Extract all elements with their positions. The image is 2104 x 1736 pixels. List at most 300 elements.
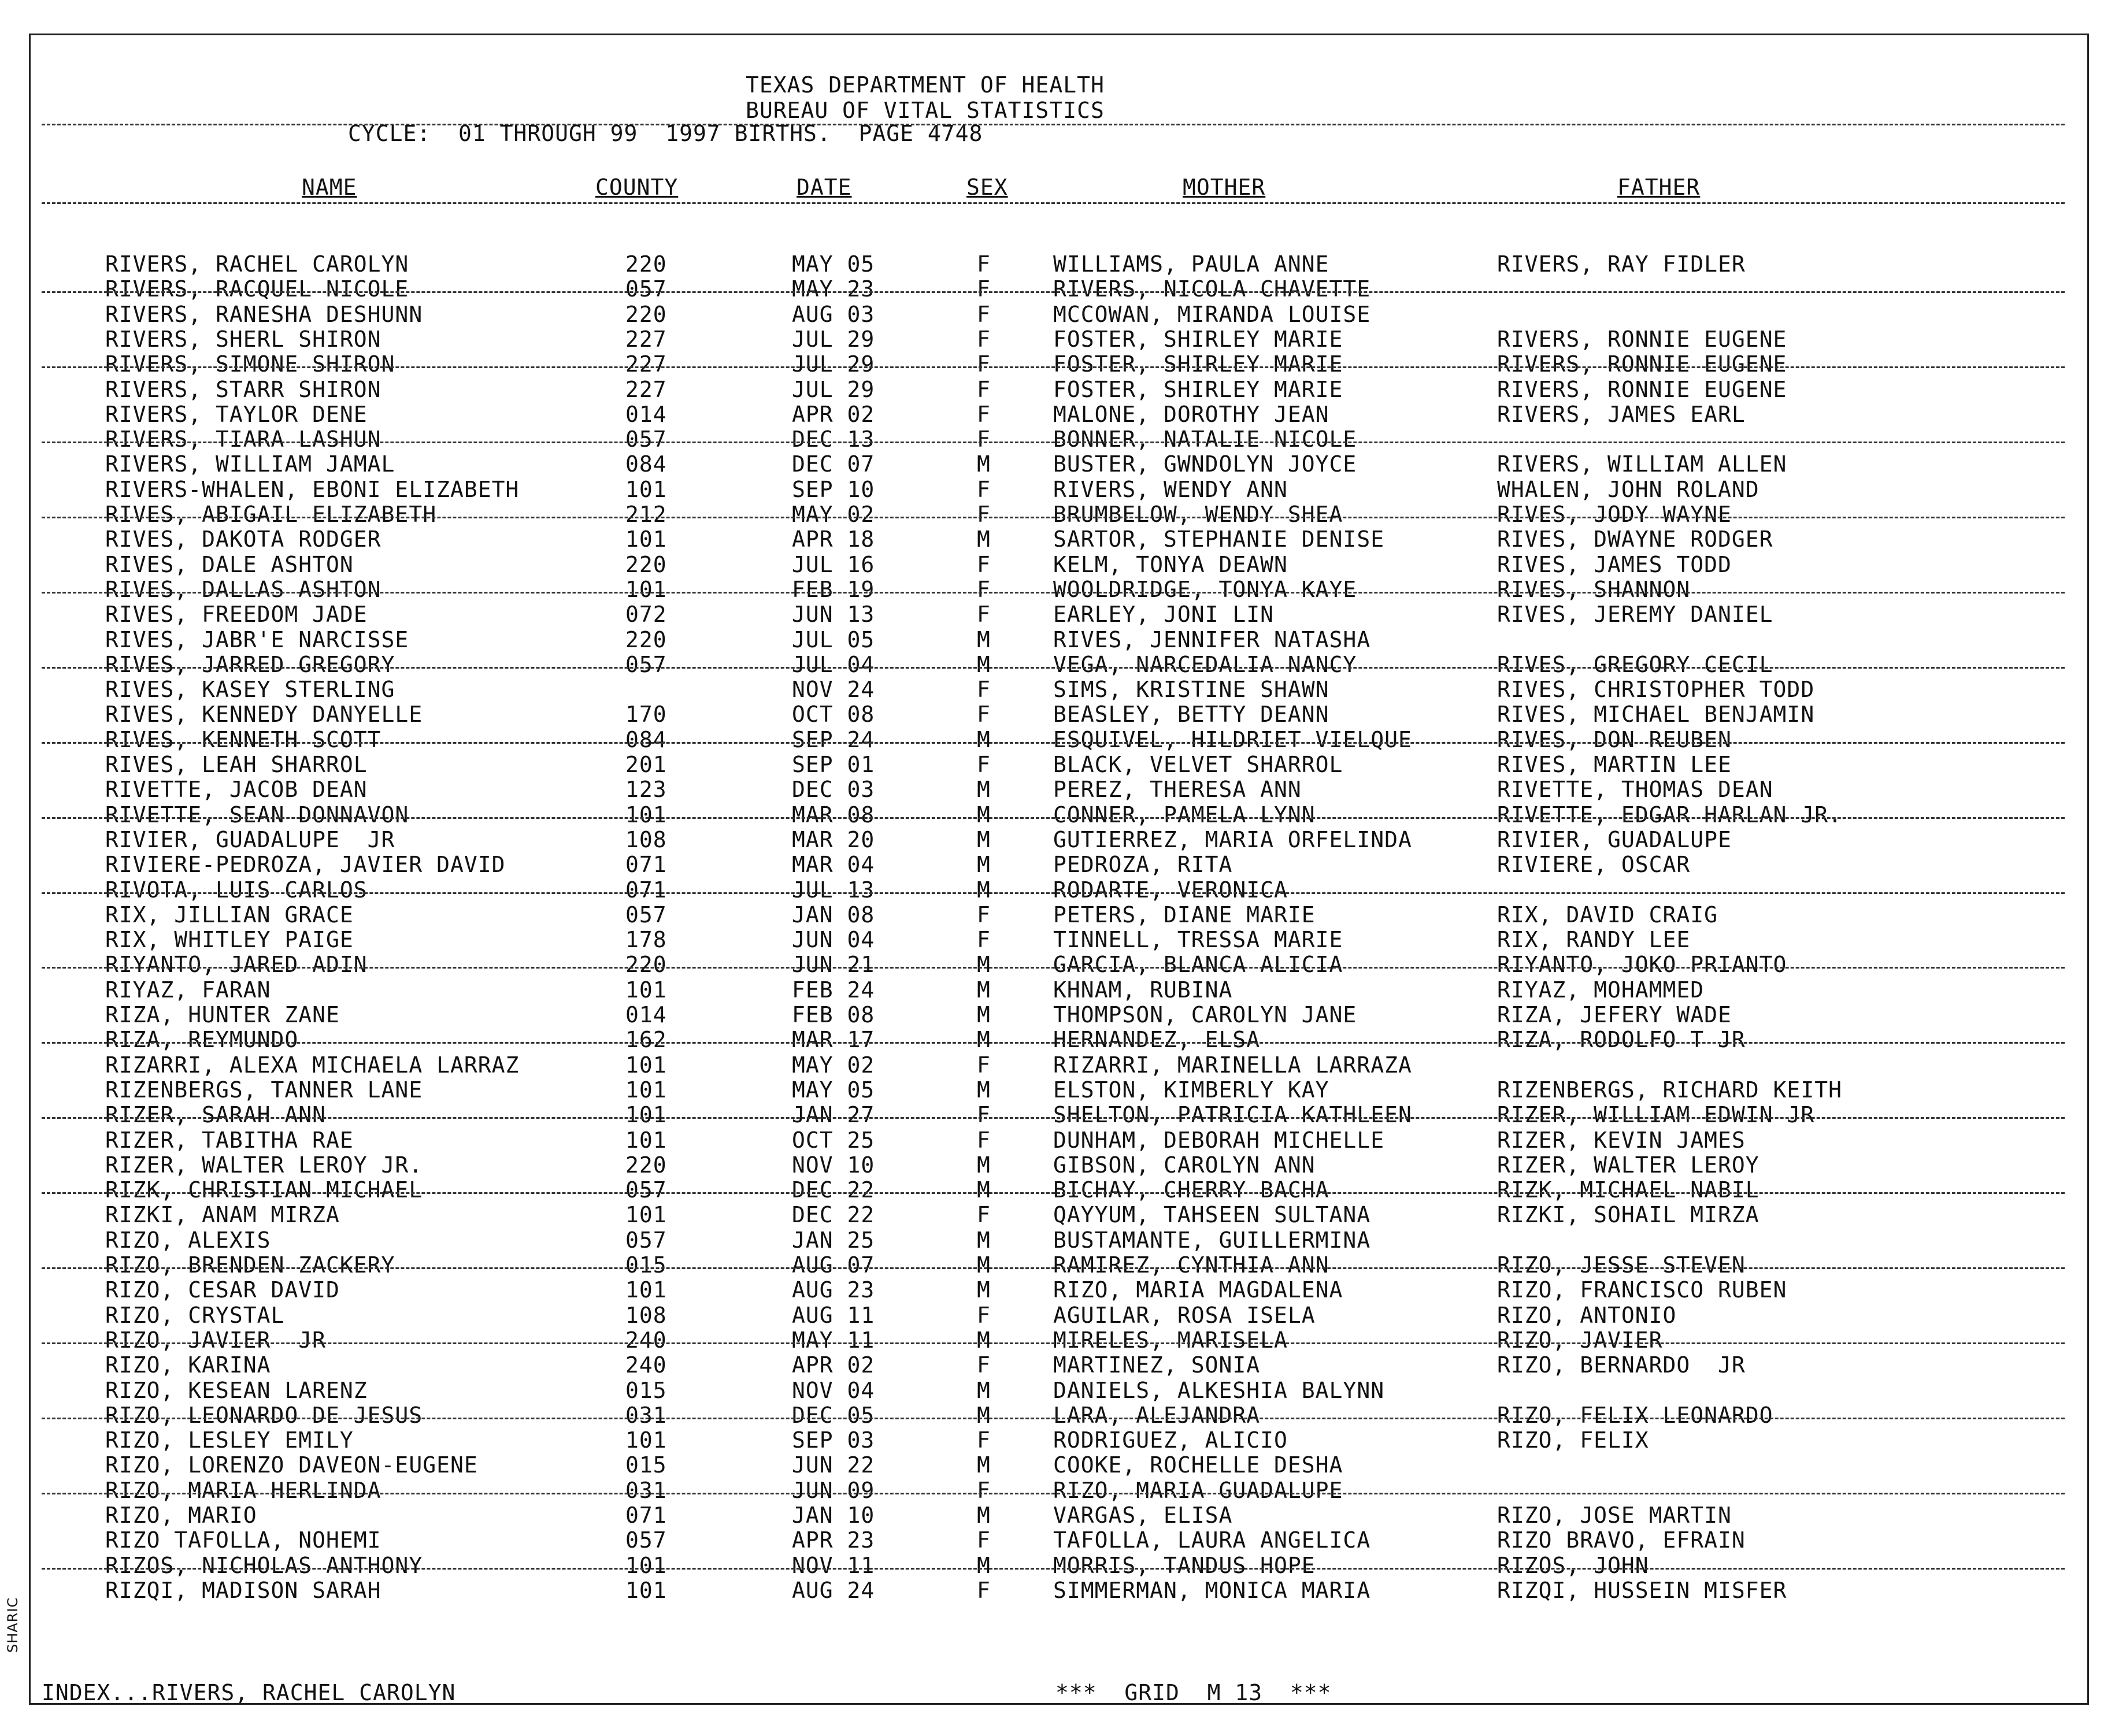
row-separator <box>42 442 2065 443</box>
side-label: SHARIC <box>5 1597 21 1653</box>
cell-county: 101 <box>625 977 667 1003</box>
row-separator <box>42 366 2065 368</box>
cell-county: 220 <box>625 952 667 978</box>
cell-mother: BUSTAMANTE, GUILLERMINA <box>1053 1227 1371 1253</box>
table-row <box>0 1478 2104 1503</box>
table-row <box>0 1278 2104 1303</box>
cell-sex: F <box>977 677 991 703</box>
row-separator <box>42 1418 2065 1419</box>
cell-date: JUN 09 <box>792 1477 875 1503</box>
cell-date: OCT 08 <box>792 702 875 728</box>
cell-name: RIVIERE-PEDROZA, JAVIER DAVID <box>105 852 506 878</box>
cell-sex: M <box>977 1252 991 1278</box>
cell-mother: ESQUIVEL, HILDRIET VIELQUE <box>1053 726 1412 752</box>
cell-father: RIVES, JEREMY DANIEL <box>1497 602 1773 628</box>
cell-county: 015 <box>625 1452 667 1478</box>
cell-father: RIZO, JOSE MARTIN <box>1497 1503 1732 1528</box>
cell-county: 057 <box>625 1177 667 1203</box>
row-separator <box>42 1493 2065 1494</box>
cell-name: RIZER, TABITHA RAE <box>105 1127 354 1153</box>
cell-county: 057 <box>625 651 667 677</box>
cell-county: 071 <box>625 852 667 878</box>
cell-date: AUG 07 <box>792 1252 875 1278</box>
cell-date: AUG 23 <box>792 1277 875 1303</box>
cell-name: RIZO, CRYSTAL <box>105 1302 285 1328</box>
cell-date: JUL 16 <box>792 551 875 577</box>
cell-county: 240 <box>625 1352 667 1378</box>
cell-name: RIZA, HUNTER ZANE <box>105 1002 340 1027</box>
cell-father: RIVETTE, THOMAS DEAN <box>1497 777 1773 803</box>
table-row <box>0 952 2104 977</box>
cell-county: 178 <box>625 927 667 953</box>
cell-county: 084 <box>625 726 667 752</box>
table-row <box>0 502 2104 527</box>
cell-name: RIZO, BRENDEN ZACKERY <box>105 1252 395 1278</box>
cell-county: 084 <box>625 451 667 477</box>
cell-mother: WILLIAMS, PAULA ANNE <box>1053 251 1329 277</box>
table-row <box>0 427 2104 452</box>
cell-father: RIVETTE, EDGAR HARLAN JR. <box>1497 802 1842 828</box>
cell-date: MAR 17 <box>792 1027 875 1053</box>
cell-name: RIZO, CESAR DAVID <box>105 1277 340 1303</box>
cell-name: RIZK, CHRISTIAN MICHAEL <box>105 1177 423 1203</box>
cell-name: RIVERS, RANESHA DESHUNN <box>105 301 423 327</box>
cell-sex: M <box>977 1503 991 1528</box>
cell-sex: F <box>977 351 991 377</box>
cell-date: JUL 13 <box>792 877 875 903</box>
cell-county: 220 <box>625 551 667 577</box>
col-name: NAME <box>302 175 357 200</box>
cell-father: RIVES, SHANNON <box>1497 576 1691 602</box>
cell-date: AUG 11 <box>792 1302 875 1328</box>
cell-sex: F <box>977 276 991 302</box>
cell-county: 101 <box>625 1052 667 1078</box>
cell-father: RIZER, WILLIAM EDWIN JR <box>1497 1102 1815 1128</box>
cell-mother: MORRIS, TANDUS HOPE <box>1053 1552 1316 1578</box>
cell-father: RIVERS, RONNIE EUGENE <box>1497 376 1787 402</box>
cell-father: RIVERS, RONNIE EUGENE <box>1497 351 1787 377</box>
row-separator <box>42 967 2065 969</box>
cell-name: RIVES, JABR'E NARCISSE <box>105 626 409 652</box>
cell-county: 101 <box>625 802 667 828</box>
table-row <box>0 878 2104 903</box>
cell-father: RIYANTO, JOKO PRIANTO <box>1497 952 1787 978</box>
cell-name: RIVES, DALE ASHTON <box>105 551 354 577</box>
table-row <box>0 702 2104 727</box>
cell-sex: M <box>977 1452 991 1478</box>
cell-sex: M <box>977 626 991 652</box>
cell-name: RIX, WHITLEY PAIGE <box>105 927 354 953</box>
table-row <box>0 1128 2104 1153</box>
cell-date: MAY 05 <box>792 251 875 277</box>
cell-mother: BONNER, NATALIE NICOLE <box>1053 426 1357 452</box>
cell-father: RIVERS, RONNIE EUGENE <box>1497 326 1787 352</box>
cell-father: RIZO, FRANCISCO RUBEN <box>1497 1277 1787 1303</box>
cell-mother: ELSTON, KIMBERLY KAY <box>1053 1077 1329 1103</box>
cell-date: NOV 04 <box>792 1377 875 1403</box>
table-row <box>0 477 2104 502</box>
cell-county: 101 <box>625 1427 667 1453</box>
cell-date: MAY 05 <box>792 1077 875 1103</box>
cell-mother: DANIELS, ALKESHIA BALYNN <box>1053 1377 1385 1403</box>
cell-county: 057 <box>625 426 667 452</box>
cell-name: RIYAZ, FARAN <box>105 977 271 1003</box>
cell-mother: PEREZ, THERESA ANN <box>1053 777 1302 803</box>
agency-title: TEXAS DEPARTMENT OF HEALTH <box>746 72 1105 98</box>
cell-name: RIVERS, WILLIAM JAMAL <box>105 451 395 477</box>
cell-sex: M <box>977 1027 991 1053</box>
table-row <box>0 903 2104 928</box>
cell-name: RIZENBERGS, TANNER LANE <box>105 1077 423 1103</box>
header-rule <box>42 124 2065 125</box>
cell-date: MAR 20 <box>792 826 875 852</box>
cell-father: RIZOS, JOHN <box>1497 1552 1649 1578</box>
cell-father: RIVES, JAMES TODD <box>1497 551 1732 577</box>
cell-mother: TAFOLLA, LAURA ANGELICA <box>1053 1527 1371 1553</box>
cell-name: RIZO, MARIA HERLINDA <box>105 1477 381 1503</box>
cell-father: RIVES, MICHAEL BENJAMIN <box>1497 702 1815 728</box>
cell-sex: M <box>977 877 991 903</box>
cell-mother: GIBSON, CAROLYN ANN <box>1053 1152 1316 1178</box>
cell-date: MAY 02 <box>792 1052 875 1078</box>
cell-date: SEP 10 <box>792 476 875 502</box>
cell-mother: RIZARRI, MARINELLA LARRAZA <box>1053 1052 1412 1078</box>
cell-name: RIVES, JARRED GREGORY <box>105 651 395 677</box>
cell-sex: M <box>977 1077 991 1103</box>
cell-name: RIZA, REYMUNDO <box>105 1027 299 1053</box>
cell-date: NOV 11 <box>792 1552 875 1578</box>
cell-county: 101 <box>625 476 667 502</box>
cell-sex: F <box>977 752 991 777</box>
cell-county: 108 <box>625 826 667 852</box>
col-county: COUNTY <box>595 175 679 200</box>
cell-name: RIVERS, TAYLOR DENE <box>105 401 368 427</box>
cell-county: 071 <box>625 1503 667 1528</box>
table-row <box>0 1403 2104 1428</box>
cell-county: 015 <box>625 1377 667 1403</box>
table-row <box>0 402 2104 427</box>
row-separator <box>42 592 2065 593</box>
cell-sex: F <box>977 927 991 953</box>
cell-date: DEC 03 <box>792 777 875 803</box>
cell-name: RIVES, DALLAS ASHTON <box>105 576 381 602</box>
cell-date: JUL 05 <box>792 626 875 652</box>
cell-mother: SARTOR, STEPHANIE DENISE <box>1053 526 1385 552</box>
cell-name: RIZO TAFOLLA, NOHEMI <box>105 1527 381 1553</box>
cell-name: RIVES, DAKOTA RODGER <box>105 526 381 552</box>
cell-date: JUN 22 <box>792 1452 875 1478</box>
cell-date: AUG 03 <box>792 301 875 327</box>
cell-sex: M <box>977 526 991 552</box>
cell-county: 220 <box>625 301 667 327</box>
col-mother: MOTHER <box>1183 175 1266 200</box>
cell-name: RIZO, LORENZO DAVEON-EUGENE <box>105 1452 478 1478</box>
cell-sex: M <box>977 952 991 978</box>
cell-name: RIVES, FREEDOM JADE <box>105 602 368 628</box>
cell-county: 108 <box>625 1302 667 1328</box>
cell-sex: F <box>977 376 991 402</box>
table-row <box>0 1078 2104 1103</box>
table-row <box>0 777 2104 802</box>
cell-mother: TINNELL, TRESSA MARIE <box>1053 927 1343 953</box>
cell-date: APR 02 <box>792 401 875 427</box>
row-separator <box>42 817 2065 819</box>
cell-sex: F <box>977 326 991 352</box>
cell-sex: F <box>977 576 991 602</box>
cell-name: RIVERS-WHALEN, EBONI ELIZABETH <box>105 476 520 502</box>
table-row <box>0 1578 2104 1603</box>
table-row <box>0 1453 2104 1478</box>
table-row <box>0 577 2104 602</box>
table-row <box>0 1103 2104 1127</box>
cell-name: RIZO, JAVIER JR <box>105 1327 327 1353</box>
cell-father: RIZO, FELIX <box>1497 1427 1649 1453</box>
cell-name: RIZKI, ANAM MIRZA <box>105 1202 340 1228</box>
cell-sex: M <box>977 1177 991 1203</box>
cell-sex: M <box>977 826 991 852</box>
cell-father: RIZO, FELIX LEONARDO <box>1497 1402 1773 1428</box>
cell-date: JUN 13 <box>792 602 875 628</box>
cell-sex: M <box>977 1552 991 1578</box>
cell-name: RIX, JILLIAN GRACE <box>105 902 354 928</box>
cell-sex: F <box>977 502 991 527</box>
cell-name: RIVES, KENNEDY DANYELLE <box>105 702 423 728</box>
cell-sex: M <box>977 977 991 1003</box>
cell-mother: COOKE, ROCHELLE DESHA <box>1053 1452 1343 1478</box>
cell-county: 220 <box>625 626 667 652</box>
table-row <box>0 1328 2104 1353</box>
cell-county: 101 <box>625 1277 667 1303</box>
cell-father: RIVES, DON REUBEN <box>1497 726 1732 752</box>
cell-date: JAN 25 <box>792 1227 875 1253</box>
cell-name: RIVERS, RACHEL CAROLYN <box>105 251 409 277</box>
row-separator <box>42 517 2065 518</box>
cell-father: RIVIERE, OSCAR <box>1497 852 1691 878</box>
cell-date: JUL 29 <box>792 376 875 402</box>
cell-sex: F <box>977 1052 991 1078</box>
cell-county: 101 <box>625 1102 667 1128</box>
cell-sex: F <box>977 301 991 327</box>
cell-county: 240 <box>625 1327 667 1353</box>
cell-name: RIZQI, MADISON SARAH <box>105 1577 381 1603</box>
cell-mother: WOOLDRIDGE, TONYA KAYE <box>1053 576 1357 602</box>
cell-mother: RIVERS, NICOLA CHAVETTE <box>1053 276 1371 302</box>
cell-father: RIX, DAVID CRAIG <box>1497 902 1718 928</box>
cell-county: 212 <box>625 502 667 527</box>
table-row <box>0 1553 2104 1578</box>
cell-county: 057 <box>625 902 667 928</box>
cell-father: RIVES, JODY WAYNE <box>1497 502 1732 527</box>
cell-name: RIVERS, TIARA LASHUN <box>105 426 381 452</box>
cell-mother: AGUILAR, ROSA ISELA <box>1053 1302 1316 1328</box>
cell-date: DEC 13 <box>792 426 875 452</box>
table-row <box>0 252 2104 277</box>
cell-date: APR 02 <box>792 1352 875 1378</box>
cell-date: NOV 10 <box>792 1152 875 1178</box>
table-row <box>0 1228 2104 1253</box>
cell-date: APR 23 <box>792 1527 875 1553</box>
cell-father: RIVES, DWAYNE RODGER <box>1497 526 1773 552</box>
cell-county: 162 <box>625 1027 667 1053</box>
cell-sex: M <box>977 1152 991 1178</box>
cell-sex: M <box>977 1227 991 1253</box>
cell-sex: F <box>977 401 991 427</box>
row-separator <box>42 1568 2065 1570</box>
cell-mother: PEDROZA, RITA <box>1053 852 1233 878</box>
row-separator <box>42 667 2065 669</box>
cell-mother: RODARTE, VERONICA <box>1053 877 1288 903</box>
cell-sex: M <box>977 1327 991 1353</box>
table-row <box>0 928 2104 952</box>
cell-mother: QAYYUM, TAHSEEN SULTANA <box>1053 1202 1371 1228</box>
cell-sex: F <box>977 902 991 928</box>
cell-county: 101 <box>625 1127 667 1153</box>
table-row <box>0 1153 2104 1178</box>
cell-county: 015 <box>625 1252 667 1278</box>
table-row <box>0 652 2104 677</box>
cell-date: OCT 25 <box>792 1127 875 1153</box>
cell-date: DEC 07 <box>792 451 875 477</box>
cell-mother: MARTINEZ, SONIA <box>1053 1352 1261 1378</box>
table-row <box>0 1253 2104 1278</box>
row-separator <box>42 1192 2065 1194</box>
cell-mother: FOSTER, SHIRLEY MARIE <box>1053 326 1343 352</box>
cell-father: RIZENBERGS, RICHARD KEITH <box>1497 1077 1842 1103</box>
cell-date: JUL 29 <box>792 351 875 377</box>
table-row <box>0 1303 2104 1328</box>
cell-mother: GARCIA, BLANCA ALICIA <box>1053 952 1343 978</box>
cell-date: FEB 08 <box>792 1002 875 1027</box>
cell-date: MAY 02 <box>792 502 875 527</box>
cell-county: 220 <box>625 1152 667 1178</box>
cell-name: RIZO, MARIO <box>105 1503 257 1528</box>
cell-date: JAN 27 <box>792 1102 875 1128</box>
cell-mother: SHELTON, PATRICIA KATHLEEN <box>1053 1102 1412 1128</box>
cell-father: RIVERS, RAY FIDLER <box>1497 251 1746 277</box>
table-row <box>0 852 2104 877</box>
cell-name: RIVES, KASEY STERLING <box>105 677 395 703</box>
cell-name: RIVES, KENNETH SCOTT <box>105 726 381 752</box>
cell-date: JUL 04 <box>792 651 875 677</box>
table-row <box>0 377 2104 402</box>
cell-father: RIZA, JEFERY WADE <box>1497 1002 1732 1027</box>
cell-county: 071 <box>625 877 667 903</box>
cell-county: 057 <box>625 276 667 302</box>
cell-name: RIZO, ALEXIS <box>105 1227 271 1253</box>
cell-county: 031 <box>625 1402 667 1428</box>
cell-date: APR 18 <box>792 526 875 552</box>
cell-date: MAY 11 <box>792 1327 875 1353</box>
cell-name: RIZO, LESLEY EMILY <box>105 1427 354 1453</box>
cell-mother: FOSTER, SHIRLEY MARIE <box>1053 351 1343 377</box>
cell-mother: RIZO, MARIA MAGDALENA <box>1053 1277 1343 1303</box>
cell-father: RIVES, MARTIN LEE <box>1497 752 1732 777</box>
cell-sex: F <box>977 251 991 277</box>
cell-sex: M <box>977 651 991 677</box>
cell-county: 031 <box>625 1477 667 1503</box>
table-row <box>0 1003 2104 1027</box>
cell-name: RIZOS, NICHOLAS ANTHONY <box>105 1552 423 1578</box>
cell-father: RIVES, CHRISTOPHER TODD <box>1497 677 1815 703</box>
cell-date: FEB 19 <box>792 576 875 602</box>
cell-father: RIZKI, SOHAIL MIRZA <box>1497 1202 1759 1228</box>
cell-father: RIZO, BERNARDO JR <box>1497 1352 1746 1378</box>
cell-sex: F <box>977 702 991 728</box>
row-separator <box>42 742 2065 744</box>
cell-date: SEP 03 <box>792 1427 875 1453</box>
cell-mother: LARA, ALEJANDRA <box>1053 1402 1261 1428</box>
cell-name: RIVERS, RACQUEL NICOLE <box>105 276 409 302</box>
cell-father: RIX, RANDY LEE <box>1497 927 1691 953</box>
cell-father: RIYAZ, MOHAMMED <box>1497 977 1705 1003</box>
cell-date: MAR 04 <box>792 852 875 878</box>
table-row <box>0 752 2104 777</box>
cell-father: RIZO, ANTONIO <box>1497 1302 1677 1328</box>
cell-date: JAN 10 <box>792 1503 875 1528</box>
cell-county: 014 <box>625 1002 667 1027</box>
cell-date: JUL 29 <box>792 326 875 352</box>
table-row <box>0 452 2104 477</box>
table-row <box>0 1428 2104 1453</box>
cell-county: 101 <box>625 526 667 552</box>
column-rule <box>42 202 2065 204</box>
cell-county: 101 <box>625 1202 667 1228</box>
cell-sex: F <box>977 1127 991 1153</box>
cell-date: DEC 22 <box>792 1177 875 1203</box>
cell-date: DEC 22 <box>792 1202 875 1228</box>
cell-county: 220 <box>625 251 667 277</box>
cell-father: WHALEN, JOHN ROLAND <box>1497 476 1759 502</box>
cell-county: 170 <box>625 702 667 728</box>
table-row <box>0 1027 2104 1052</box>
cell-mother: BLACK, VELVET SHARROL <box>1053 752 1343 777</box>
table-row <box>0 1053 2104 1078</box>
cell-sex: F <box>977 1302 991 1328</box>
cell-mother: RIVES, JENNIFER NATASHA <box>1053 626 1371 652</box>
cell-mother: MCCOWAN, MIRANDA LOUISE <box>1053 301 1371 327</box>
footer-index: INDEX...RIVERS, RACHEL CAROLYN <box>42 1680 456 1705</box>
cell-date: AUG 24 <box>792 1577 875 1603</box>
cell-county: 057 <box>625 1527 667 1553</box>
cell-father: RIVIER, GUADALUPE <box>1497 826 1732 852</box>
cell-mother: THOMPSON, CAROLYN JANE <box>1053 1002 1357 1027</box>
cell-date: MAY 23 <box>792 276 875 302</box>
table-row <box>0 1203 2104 1227</box>
table-row <box>0 828 2104 852</box>
cell-mother: PETERS, DIANE MARIE <box>1053 902 1316 928</box>
cell-sex: F <box>977 476 991 502</box>
cell-mother: VARGAS, ELISA <box>1053 1503 1233 1528</box>
cell-mother: RIVERS, WENDY ANN <box>1053 476 1288 502</box>
cell-father: RIZQI, HUSSEIN MISFER <box>1497 1577 1787 1603</box>
table-row <box>0 1353 2104 1378</box>
cell-county: 101 <box>625 576 667 602</box>
row-separator <box>42 1117 2065 1119</box>
cell-county: 201 <box>625 752 667 777</box>
cell-name: RIZER, WALTER LEROY JR. <box>105 1152 423 1178</box>
cell-sex: M <box>977 1277 991 1303</box>
table-row <box>0 728 2104 752</box>
cell-sex: F <box>977 1427 991 1453</box>
cell-name: RIVERS, SHERL SHIRON <box>105 326 381 352</box>
cell-sex: M <box>977 1377 991 1403</box>
cell-mother: DUNHAM, DEBORAH MICHELLE <box>1053 1127 1385 1153</box>
cell-mother: RIZO, MARIA GUADALUPE <box>1053 1477 1343 1503</box>
cell-name: RIVERS, STARR SHIRON <box>105 376 381 402</box>
cell-father: RIVES, GREGORY CECIL <box>1497 651 1773 677</box>
table-row <box>0 1178 2104 1203</box>
table-row <box>0 302 2104 327</box>
